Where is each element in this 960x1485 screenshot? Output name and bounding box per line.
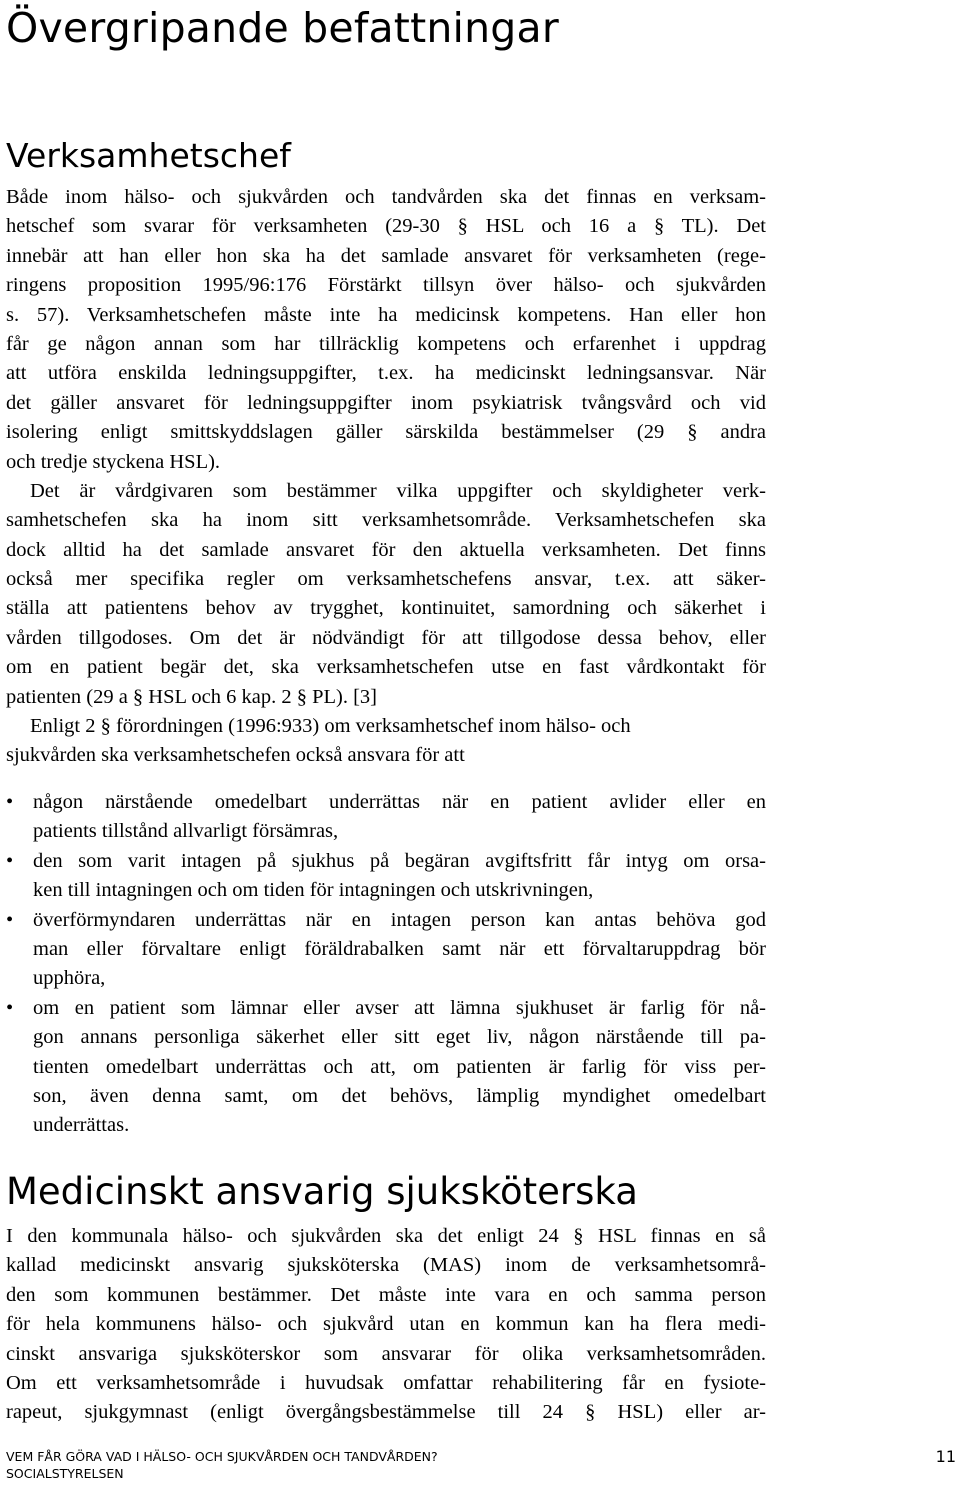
page-number: 11 (935, 1447, 956, 1466)
text-line: det gäller ansvaret för ledningsuppgifter inom psykiatrisk tvångsvård och vid (6, 391, 766, 414)
text-line: Om ett verksamhetsområde i huvudsak omfattar rehabilitering får en fysiote- (6, 1371, 766, 1394)
text-line: I den kommunala hälso- och sjukvården ska det enligt 24 § HSL finnas en så (6, 1225, 766, 1247)
text-line: s. 57). Verksamhetschefen måste inte ha medicinsk kompetens. Han eller hon (6, 303, 766, 326)
list-item (6, 847, 766, 906)
text-line: sjukvården ska verksamhetschefen också ansvara för att (6, 744, 465, 767)
footer-title: VEM FÅR GÖRA VAD I HÄLSO- OCH SJUKVÅRDEN OCH TANDVÅRDEN? (6, 1449, 438, 1464)
text-line: ken till intagningen och om tiden för intagningen och utskrivningen, (33, 879, 594, 902)
list-item (6, 788, 766, 847)
text-line: tienten omedelbart underrättas och att, om patienten är farlig för viss per- (33, 1055, 766, 1078)
bullet-icon: • (6, 908, 14, 931)
text-line: patienten (29 a § HSL och 6 kap. 2 § PL). [3] (6, 685, 378, 708)
text-line: den som varit intagen på sjukhus på begäran avgiftsfritt får intyg om orsa- (33, 849, 766, 872)
list-item (6, 906, 766, 994)
text-line: också mer specifika regler om verksamhetschefens ansvar, t.ex. att säker- (6, 568, 766, 591)
text-line: ringens proposition 1995/96:176 Förstärkt tillsyn över hälso- och sjukvården (6, 274, 766, 297)
section-heading-verksamhetschef: Verksamhetschef (6, 136, 291, 175)
text-line: cinskt ansvariga sjuksköterskor som ansvarar för olika verksamhetsområden. (6, 1342, 766, 1365)
text-line: kallad medicinskt ansvarig sjuksköterska (MAS) inom de verksamhetsområ- (6, 1254, 766, 1277)
text-line: någon närstående omedelbart underrättas när en patient avlider eller en (33, 791, 766, 813)
text-line: överförmyndaren underrättas när en intagen person kan antas behöva god (33, 908, 766, 931)
text-line: Både inom hälso- och sjukvården och tandvården ska det finnas en verksam- (6, 186, 766, 208)
section-body-verksamhetschef (6, 183, 766, 771)
text-line: gon annans personliga säkerhet eller sitt eget liv, någon närstående till pa- (33, 1026, 766, 1049)
text-line: den som kommunen bestämmer. Det måste inte vara en och samma person (6, 1283, 766, 1306)
section-heading-mas: Medicinskt ansvarig sjuksköterska (6, 1170, 638, 1213)
text-line: hetschef som svarar för verksamheten (29-30 § HSL och 16 a § TL). Det (6, 215, 766, 238)
text-line: samhetschefen ska ha inom sitt verksamhetsområde. Verksamhetschefen ska (6, 509, 766, 532)
section-body-mas (6, 1222, 766, 1428)
text-line: vården tillgodoses. Om det är nödvändigt för att tillgodose dessa behov, eller (6, 626, 766, 649)
text-line: upphöra, (33, 967, 106, 990)
text-line: får ge någon annan som har tillräcklig kompetens och erfarenhet i uppdrag (6, 332, 766, 355)
text-line: Enligt 2 § förordningen (1996:933) om verksamhetschef inom hälso- och (30, 715, 631, 738)
text-line: patients tillstånd allvarligt försämras, (33, 820, 339, 843)
footer-publisher: SOCIALSTYRELSEN (6, 1466, 124, 1481)
bullet-icon: • (6, 996, 14, 1019)
text-line: son, även denna samt, om det behövs, lämplig myndighet omedelbart (33, 1084, 766, 1107)
text-line: och tredje styckena HSL). (6, 450, 221, 473)
text-line: om en patient som lämnar eller avser att lämna sjukhuset är farlig för nå- (33, 996, 766, 1019)
page-title: Övergripande befattningar (6, 4, 559, 52)
list-item (6, 994, 766, 1141)
text-line: dock alltid ha det samlade ansvaret för den aktuella verksamheten. Det finns (6, 538, 766, 561)
text-line: att utföra enskilda ledningsuppgifter, t.ex. ha medicinskt ledningsansvar. När (6, 362, 766, 385)
text-line: rapeut, sjukgymnast (enligt övergångsbestämmelse till 24 § HSL) eller ar- (6, 1401, 766, 1424)
bullet-icon: • (6, 849, 14, 872)
text-line: ställa att patientens behov av trygghet, kontinuitet, samordning och säkerhet i (6, 597, 766, 620)
text-line: för hela kommunens hälso- och sjukvård utan en kommun kan ha flera medi- (6, 1313, 766, 1336)
text-line: om en patient begär det, ska verksamhetschefen utse en fast vårdkontakt för (6, 656, 766, 679)
text-line: isolering enligt smittskyddslagen gäller särskilda bestämmelser (29 § andra (6, 421, 766, 444)
text-line: underrättas. (33, 1114, 130, 1137)
page-footer (6, 1448, 956, 1482)
bullet-icon: • (6, 791, 14, 813)
text-line: man eller förvaltare enligt föräldrabalken samt när ett förvaltaruppdrag bör (33, 937, 766, 960)
text-line: innebär att han eller hon ska ha det samlade ansvaret för verksamheten (rege- (6, 244, 766, 267)
responsibility-list (6, 788, 766, 1141)
text-line: Det är vårdgivaren som bestämmer vilka uppgifter och skyldigheter verk- (30, 479, 766, 502)
